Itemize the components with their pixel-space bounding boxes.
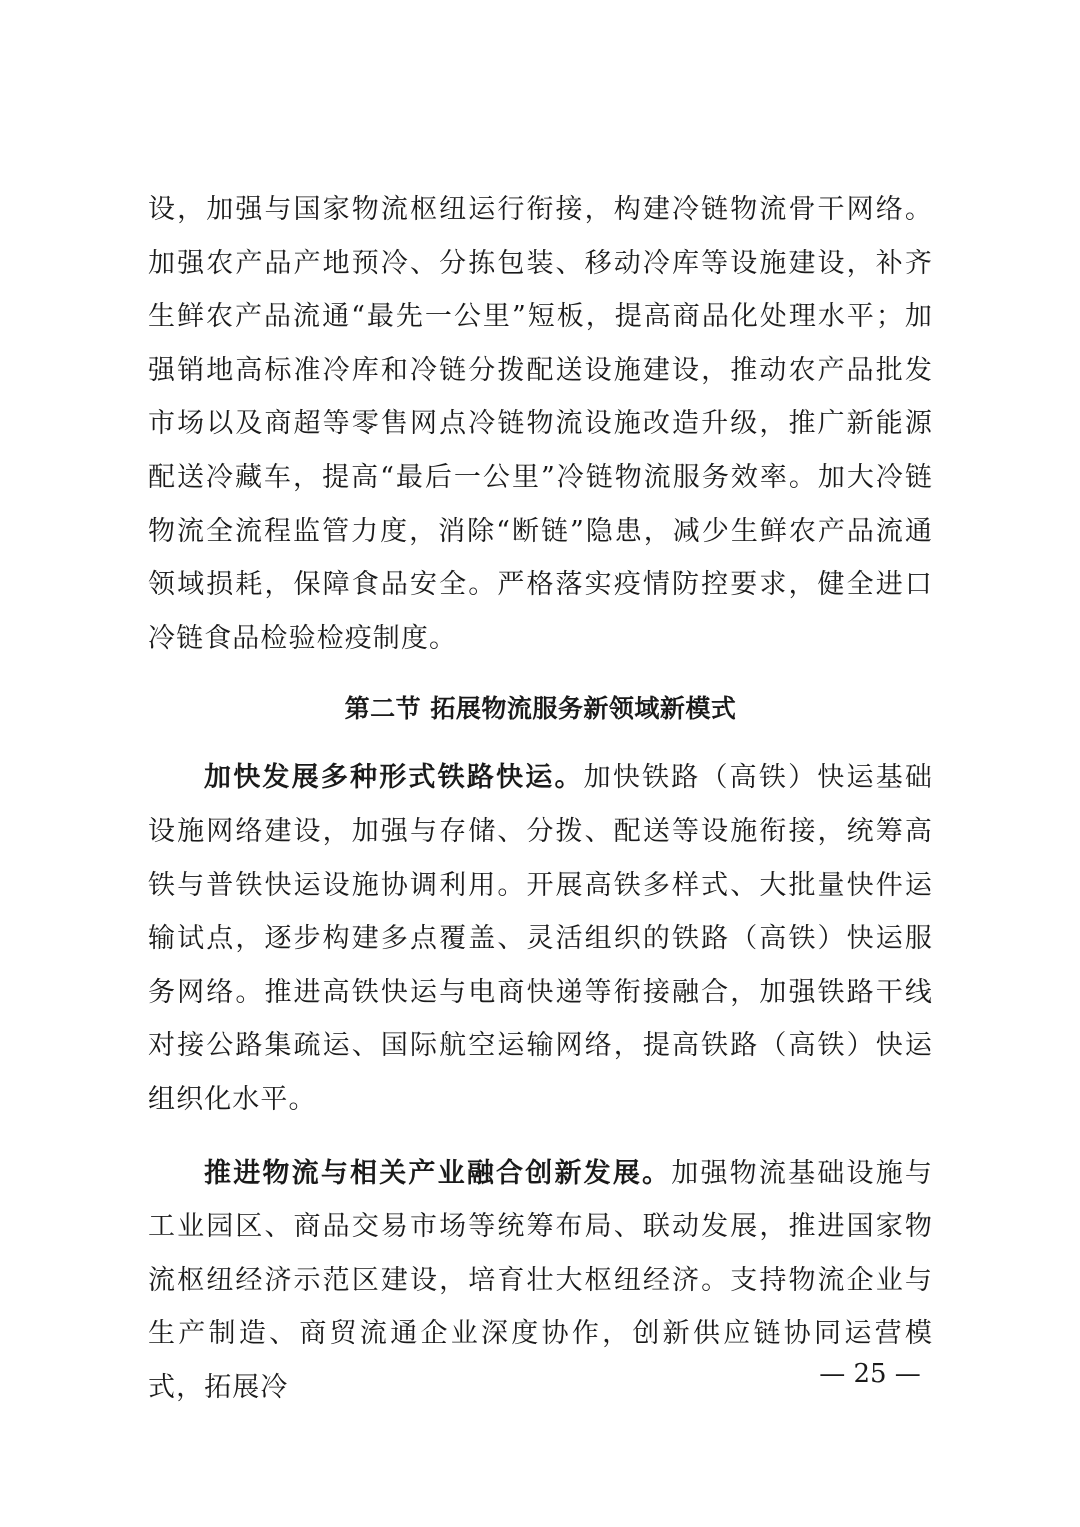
document-page (148, 183, 933, 1414)
paragraph-body-text: 加强物流基础设施与工业园区、商品交易市场等统筹布局、联动发展，推进国家物流枢纽经济示范区建设，培育壮大枢纽经济。支持物流企业与生产制造、商贸流通企业深度协作，创新供应链协同运营模式，拓展冷 (148, 1157, 933, 1403)
body-paragraph-railway-express (148, 751, 933, 1126)
section-heading: 第二节 拓展物流服务新领域新模式 (344, 694, 737, 724)
paragraph-body-text: 加快铁路（高铁）快运基础设施网络建设，加强与存储、分拨、配送等设施衔接，统筹高铁与普铁快运设施协调利用。开展高铁多样式、大批量快件运输试点，逐步构建多点覆盖、灵活组织的铁路（高铁）快运服务网络。推进高铁快运与电商快递等衔接融合，加强铁路干线对接公路集疏运、国际航空运输网络，提高铁路（高铁）快运组织化水平。 (148, 762, 933, 1115)
paragraph-lead-phrase: 推进物流与相关产业融合创新发展。 (204, 1157, 672, 1189)
page-number: — 25 — (819, 1359, 921, 1389)
paragraph-lead-phrase: 加快发展多种形式铁路快运。 (204, 762, 584, 794)
body-paragraph-continued: 设，加强与国家物流枢纽运行衔接，构建冷链物流骨干网络。加强农产品产地预冷、分拣包装、移动冷库等设施建设，补齐生鲜农产品流通“最先一公里”短板，提高商品化处理水平；加强销地高标准冷库和冷链分拨配送设施建设，推动农产品批发市场以及商超等零售网点冷链物流设施改造升级，推广新能源配送冷藏车，提高“最后一公里”冷链物流服务效率。加大冷链物流全流程监管力度，消除“断链”隐患，减少生鲜农产品流通领域损耗，保障食品安全。严格落实疫情防控要求，健全进口冷链食品检验检疫制度。 (148, 194, 933, 654)
paragraph-spacer (148, 1127, 933, 1147)
